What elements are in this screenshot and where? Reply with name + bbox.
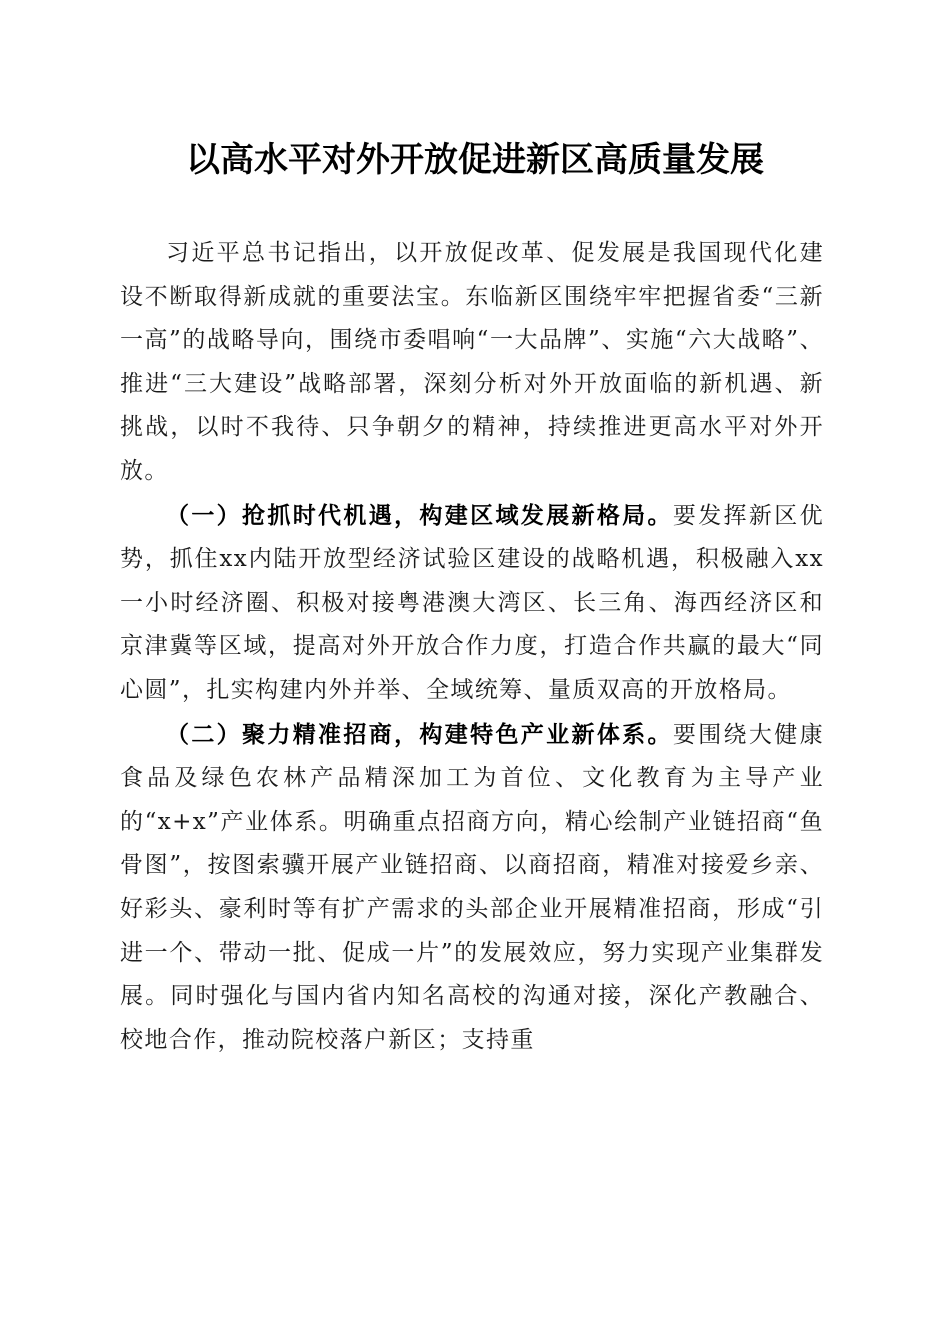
paragraph-text: 要发挥新区优势，抓住xx内陆开放型经济试验区建设的战略机遇，积极融入xx一小时经济圈、积极对接粤港澳大湾区、长三角、海西经济区和京津冀等区域，提高对外开放合作力度，打造合作共赢的最大“同心圆”，扎实构建内外并举、全域统筹、量质双高的开放格局。 bbox=[120, 502, 824, 703]
paragraph-section-2 bbox=[120, 713, 824, 1063]
paragraph-intro bbox=[120, 231, 824, 494]
paragraph-section-1 bbox=[120, 494, 824, 713]
paragraph-text: 习近平总书记指出，以开放促改革、促发展是我国现代化建设不断取得新成就的重要法宝。东临新区围绕牢牢把握省委“三新一高”的战略导向，围绕市委唱响“一大品牌”、实施“六大战略”、推进“三大建设”战略部署，深刻分析对外开放面临的新机遇、新挑战，以时不我待、只争朝夕的精神，持续推进更高水平对外开放。 bbox=[120, 240, 824, 484]
paragraph-heading: （一）抢抓时代机遇，构建区域发展新格局。 bbox=[166, 501, 673, 529]
document-title: 以高水平对外开放促进新区高质量发展 bbox=[186, 140, 764, 180]
paragraph-text: 要围绕大健康食品及绿色农林产品精深加工为首位、文化教育为主导产业的“x+x”产业体系。明确重点招商方向，精心绘制产业链招商“鱼骨图”，按图索骥开展产业链招商、以商招商，精准对接爱乡亲、好彩头、豪利时等有扩产需求的头部企业开展精准招商，形成“引进一个、带动一批、促成一片”的发展效应，努力实现产业集群发展。同时强化与国内省内知名高校的沟通对接，深化产教融合、校地合作，推动院校落户新区；支持重 bbox=[120, 721, 824, 1053]
paragraph-heading: （二）聚力精准招商，构建特色产业新体系。 bbox=[166, 720, 673, 748]
document-body bbox=[120, 231, 824, 1062]
